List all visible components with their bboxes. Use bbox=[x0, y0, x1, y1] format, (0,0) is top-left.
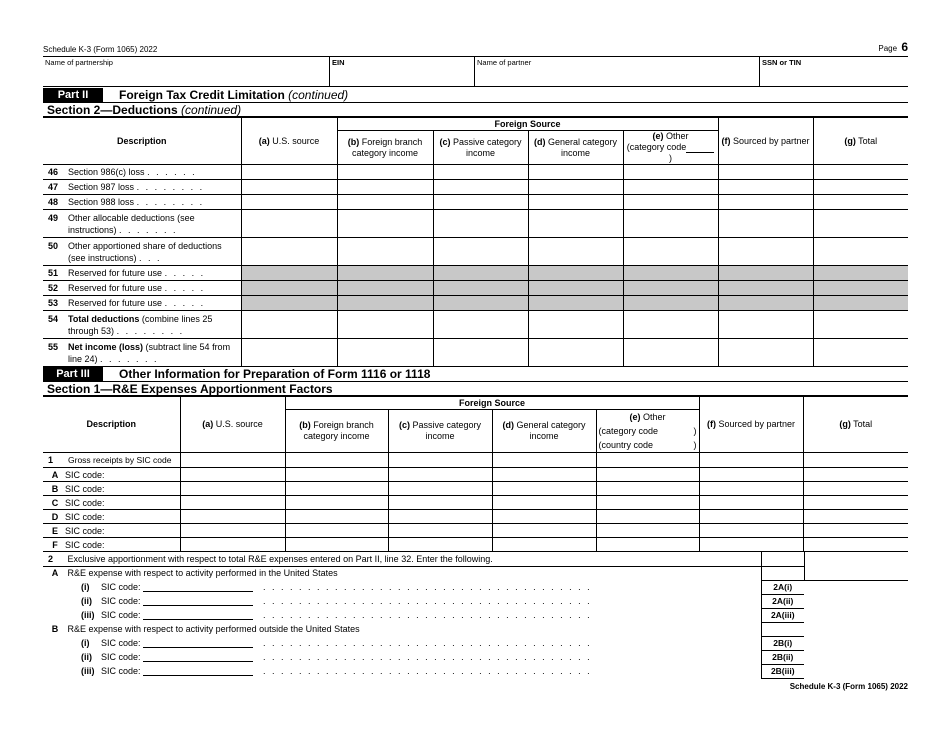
amount-cell[interactable] bbox=[528, 180, 623, 195]
amount-cell[interactable] bbox=[718, 165, 813, 180]
amount-cell[interactable] bbox=[492, 538, 596, 552]
line1-desc: 1 Gross receipts by SIC code bbox=[43, 453, 180, 468]
amount-cell[interactable] bbox=[699, 482, 803, 496]
amount-cell[interactable] bbox=[803, 524, 908, 538]
sub-line-row bbox=[43, 636, 908, 650]
sic-description[interactable]: B SIC code: bbox=[43, 482, 180, 496]
sic-description[interactable]: A SIC code: bbox=[43, 468, 180, 482]
amount-cell[interactable] bbox=[596, 510, 699, 524]
cell[interactable] bbox=[180, 453, 285, 468]
col3-g: (g) Total bbox=[803, 397, 908, 453]
amount-cell bbox=[433, 296, 528, 311]
amount-cell[interactable] bbox=[433, 210, 528, 238]
row-description: 53 Reserved for future use . . . . . bbox=[43, 296, 241, 311]
amount-cell[interactable] bbox=[337, 238, 433, 266]
sic-row bbox=[43, 468, 908, 482]
amount-cell[interactable] bbox=[433, 195, 528, 210]
part3-label: Part III bbox=[43, 367, 103, 381]
deduction-row bbox=[43, 281, 908, 296]
partner-name-field[interactable]: Name of partner bbox=[475, 57, 760, 86]
sic-code-input[interactable] bbox=[143, 667, 253, 676]
col-c: (c) Passive category income bbox=[433, 131, 528, 165]
amount-cell[interactable] bbox=[388, 482, 492, 496]
amount-cell bbox=[337, 266, 433, 281]
amount-cell bbox=[813, 266, 908, 281]
amount-cell bbox=[337, 296, 433, 311]
amount-cell bbox=[813, 296, 908, 311]
amount-cell[interactable] bbox=[337, 165, 433, 180]
amount-cell bbox=[528, 296, 623, 311]
amount-cell[interactable] bbox=[803, 496, 908, 510]
amount-cell[interactable] bbox=[337, 210, 433, 238]
spacer bbox=[761, 552, 804, 566]
amount-cell bbox=[528, 266, 623, 281]
amount-cell[interactable] bbox=[337, 311, 433, 339]
amount-cell[interactable] bbox=[528, 311, 623, 339]
part3-header bbox=[43, 367, 908, 382]
sic-row bbox=[43, 538, 908, 552]
amount-cell[interactable] bbox=[388, 538, 492, 552]
amount-cell[interactable] bbox=[180, 482, 285, 496]
sub-line-desc: (i) SIC code: . . . . . . . . . . . . . . . . . . . . . . . . . . . . . . . . . . . . . bbox=[81, 638, 592, 648]
sub-line-row bbox=[43, 608, 908, 622]
amount-cell bbox=[241, 296, 337, 311]
cell[interactable] bbox=[699, 453, 803, 468]
amount-cell[interactable] bbox=[337, 339, 433, 367]
amount-cell[interactable] bbox=[718, 210, 813, 238]
part2-section-title: Section 2—Deductions (continued) bbox=[43, 103, 908, 117]
sic-code-input[interactable] bbox=[143, 639, 253, 648]
amount-cell[interactable] bbox=[718, 195, 813, 210]
amount-cell[interactable] bbox=[813, 311, 908, 339]
sub-line-desc: (iii) SIC code: . . . . . . . . . . . . . . . . . . . . . . . . . . . . . . . . . . . . . bbox=[81, 666, 592, 676]
amount-cell[interactable] bbox=[241, 311, 337, 339]
page-header bbox=[43, 40, 908, 56]
row-description: 52 Reserved for future use . . . . . bbox=[43, 281, 241, 296]
amount-cell[interactable] bbox=[241, 210, 337, 238]
amount-cell[interactable] bbox=[492, 524, 596, 538]
sic-code-input[interactable] bbox=[143, 597, 253, 606]
amount-cell[interactable] bbox=[492, 510, 596, 524]
amount-cell[interactable] bbox=[388, 496, 492, 510]
deduction-row bbox=[43, 296, 908, 311]
amount-cell[interactable] bbox=[180, 496, 285, 510]
line-ref: 2B(iii) bbox=[761, 664, 804, 678]
col-e: (e) Other (category code) bbox=[623, 131, 718, 165]
amount-cell[interactable] bbox=[528, 165, 623, 180]
footer-form-name: Schedule K-3 (Form 1065) 2022 bbox=[789, 681, 908, 691]
sub-line-row bbox=[43, 580, 908, 594]
sic-description[interactable]: E SIC code: bbox=[43, 524, 180, 538]
cell[interactable] bbox=[803, 453, 908, 468]
amount-cell[interactable] bbox=[337, 195, 433, 210]
amount-cell[interactable] bbox=[803, 468, 908, 482]
amount-cell[interactable] bbox=[433, 238, 528, 266]
amount-cell bbox=[433, 281, 528, 296]
sub-line-desc: (ii) SIC code: . . . . . . . . . . . . . . . . . . . . . . . . . . . . . . . . . . . . . bbox=[81, 596, 592, 606]
amount-cell[interactable] bbox=[596, 496, 699, 510]
ein-field[interactable]: EIN bbox=[330, 57, 475, 86]
spacer bbox=[761, 622, 804, 636]
line-ref: 2A(ii) bbox=[761, 594, 804, 608]
deduction-row bbox=[43, 238, 908, 266]
col-description: Description bbox=[43, 118, 241, 165]
sic-row bbox=[43, 482, 908, 496]
amount-cell[interactable] bbox=[623, 165, 718, 180]
col3-f: (f) Sourced by partner bbox=[699, 397, 803, 453]
rnd-exclusive-table bbox=[43, 552, 908, 679]
part2-label: Part II bbox=[43, 88, 103, 102]
amount-cell[interactable] bbox=[528, 339, 623, 367]
amount-cell[interactable] bbox=[596, 524, 699, 538]
part2-header bbox=[43, 88, 908, 103]
amount-cell bbox=[433, 266, 528, 281]
col-foreign-source: Foreign Source bbox=[337, 118, 718, 131]
amount-cell[interactable] bbox=[813, 195, 908, 210]
amount-cell[interactable] bbox=[241, 339, 337, 367]
rnd-table bbox=[43, 396, 908, 552]
identity-row bbox=[43, 56, 908, 87]
sic-code-input[interactable] bbox=[143, 611, 253, 620]
amount-cell bbox=[718, 296, 813, 311]
amount-cell[interactable] bbox=[699, 510, 803, 524]
amount-cell[interactable] bbox=[492, 468, 596, 482]
amount-cell[interactable] bbox=[813, 238, 908, 266]
amount-cell[interactable] bbox=[623, 180, 718, 195]
amount-cell[interactable] bbox=[699, 538, 803, 552]
col-b: (b) Foreign branch category income bbox=[337, 131, 433, 165]
col3-c: (c) Passive category income bbox=[388, 410, 492, 453]
partnership-name-field[interactable]: Name of partnership bbox=[43, 57, 330, 86]
col-a: (a) U.S. source bbox=[241, 118, 337, 165]
sub-line-row bbox=[43, 594, 908, 608]
amount-cell[interactable] bbox=[718, 311, 813, 339]
amount-cell[interactable] bbox=[623, 210, 718, 238]
amount-cell[interactable] bbox=[623, 339, 718, 367]
sic-description[interactable]: F SIC code: bbox=[43, 538, 180, 552]
line-ref: 2B(ii) bbox=[761, 650, 804, 664]
part3-title: Other Information for Preparation of Form 1116 or 1118 bbox=[119, 367, 431, 381]
amount-cell[interactable] bbox=[803, 510, 908, 524]
cell[interactable] bbox=[492, 453, 596, 468]
amount-cell[interactable] bbox=[180, 510, 285, 524]
sic-row bbox=[43, 496, 908, 510]
col-g: (g) Total bbox=[813, 118, 908, 165]
sub-line-desc: (i) SIC code: . . . . . . . . . . . . . . . . . . . . . . . . . . . . . . . . . . . . . bbox=[81, 582, 592, 592]
col3-b: (b) Foreign branch category income bbox=[285, 410, 388, 453]
row-description: 54 Total deductions (combine lines 25 through 53) . . . . . . . . bbox=[43, 311, 241, 339]
sic-code-input[interactable] bbox=[143, 653, 253, 662]
amount-cell[interactable] bbox=[285, 538, 388, 552]
amount-cell[interactable] bbox=[528, 210, 623, 238]
deduction-row bbox=[43, 195, 908, 210]
row-description: 46 Section 986(c) loss . . . . . . bbox=[43, 165, 241, 180]
amount-cell[interactable] bbox=[528, 195, 623, 210]
col3-a: (a) U.S. source bbox=[180, 397, 285, 453]
form-name: Schedule K-3 (Form 1065) 2022 bbox=[43, 45, 158, 54]
amount-cell[interactable] bbox=[285, 482, 388, 496]
row-description: 51 Reserved for future use . . . . . bbox=[43, 266, 241, 281]
amount-cell[interactable] bbox=[699, 468, 803, 482]
amount-cell bbox=[718, 281, 813, 296]
sic-row bbox=[43, 524, 908, 538]
amount-cell[interactable] bbox=[180, 468, 285, 482]
spacer bbox=[761, 566, 804, 580]
amount-cell bbox=[718, 266, 813, 281]
amount-cell[interactable] bbox=[433, 311, 528, 339]
amount-cell[interactable] bbox=[241, 180, 337, 195]
amount-cell[interactable] bbox=[388, 510, 492, 524]
col-f: (f) Sourced by partner bbox=[718, 118, 813, 165]
cell[interactable] bbox=[285, 453, 388, 468]
line2a-desc: A R&E expense with respect to activity performed in the United States bbox=[51, 568, 338, 579]
part3-section-title: Section 1—R&E Expenses Apportionment Factors bbox=[43, 382, 908, 396]
col3-description: Description bbox=[43, 397, 180, 453]
line-ref: 2A(iii) bbox=[761, 608, 804, 622]
amount-cell bbox=[241, 266, 337, 281]
amount-cell[interactable] bbox=[285, 496, 388, 510]
col-d: (d) General category income bbox=[528, 131, 623, 165]
amount-cell[interactable] bbox=[285, 510, 388, 524]
amount-cell[interactable] bbox=[241, 195, 337, 210]
amount-cell[interactable] bbox=[803, 482, 908, 496]
amount-cell[interactable] bbox=[241, 238, 337, 266]
amount-cell bbox=[337, 281, 433, 296]
amount-cell[interactable] bbox=[492, 496, 596, 510]
amount-cell[interactable] bbox=[699, 524, 803, 538]
deductions-table bbox=[43, 117, 908, 367]
amount-cell[interactable] bbox=[180, 538, 285, 552]
amount-cell[interactable] bbox=[699, 496, 803, 510]
amount-cell[interactable] bbox=[285, 468, 388, 482]
sic-row bbox=[43, 510, 908, 524]
amount-cell[interactable] bbox=[813, 165, 908, 180]
amount-cell bbox=[813, 281, 908, 296]
amount-cell[interactable] bbox=[241, 165, 337, 180]
row-description: 48 Section 988 loss . . . . . . . . bbox=[43, 195, 241, 210]
deduction-row bbox=[43, 339, 908, 367]
amount-cell bbox=[623, 296, 718, 311]
deduction-row bbox=[43, 266, 908, 281]
amount-cell[interactable] bbox=[813, 180, 908, 195]
amount-cell[interactable] bbox=[596, 538, 699, 552]
row-description: 55 Net income (loss) (subtract line 54 from line 24) . . . . . . . bbox=[43, 339, 241, 367]
amount-cell[interactable] bbox=[528, 238, 623, 266]
amount-cell[interactable] bbox=[718, 238, 813, 266]
amount-cell bbox=[528, 281, 623, 296]
amount-cell[interactable] bbox=[388, 524, 492, 538]
amount-cell[interactable] bbox=[180, 524, 285, 538]
line2-desc: 2 Exclusive apportionment with respect to total R&E expenses entered on Part II, line 32. Enter the following. bbox=[43, 552, 761, 566]
sub-line-desc: (ii) SIC code: . . . . . . . . . . . . . . . . . . . . . . . . . . . . . . . . . . . . . bbox=[81, 652, 592, 662]
amount-cell[interactable] bbox=[623, 238, 718, 266]
deduction-row bbox=[43, 210, 908, 238]
amount-cell[interactable] bbox=[337, 180, 433, 195]
sub-line-row bbox=[43, 664, 908, 678]
cell[interactable] bbox=[596, 453, 699, 468]
amount-cell[interactable] bbox=[388, 468, 492, 482]
amount-cell[interactable] bbox=[623, 195, 718, 210]
row-description: 47 Section 987 loss . . . . . . . . bbox=[43, 180, 241, 195]
amount-cell[interactable] bbox=[285, 524, 388, 538]
col3-d: (d) General category income bbox=[492, 410, 596, 453]
page-number: Page 6 bbox=[878, 40, 908, 54]
amount-cell[interactable] bbox=[718, 180, 813, 195]
amount-cell[interactable] bbox=[492, 482, 596, 496]
amount-cell[interactable] bbox=[433, 165, 528, 180]
sic-code-input[interactable] bbox=[143, 583, 253, 592]
amount-cell bbox=[241, 281, 337, 296]
col3-foreign-source: Foreign Source bbox=[285, 397, 699, 410]
amount-cell[interactable] bbox=[596, 468, 699, 482]
amount-cell[interactable] bbox=[803, 538, 908, 552]
part2-title: Foreign Tax Credit Limitation (continued) bbox=[119, 88, 349, 102]
ssn-field[interactable]: SSN or TIN bbox=[762, 58, 802, 67]
deduction-row bbox=[43, 165, 908, 180]
amount-cell[interactable] bbox=[596, 482, 699, 496]
sub-line-desc: (iii) SIC code: . . . . . . . . . . . . . . . . . . . . . . . . . . . . . . . . . . . . . bbox=[81, 610, 592, 620]
amount-cell[interactable] bbox=[813, 210, 908, 238]
amount-cell[interactable] bbox=[623, 311, 718, 339]
amount-cell[interactable] bbox=[433, 180, 528, 195]
deduction-row bbox=[43, 311, 908, 339]
amount-cell bbox=[623, 281, 718, 296]
line-ref: 2B(i) bbox=[761, 636, 804, 650]
amount-cell[interactable] bbox=[433, 339, 528, 367]
cell[interactable] bbox=[388, 453, 492, 468]
sic-description[interactable]: C SIC code: bbox=[43, 496, 180, 510]
line-ref: 2A(i) bbox=[761, 580, 804, 594]
deduction-row bbox=[43, 180, 908, 195]
amount-cell[interactable] bbox=[718, 339, 813, 367]
form-page bbox=[43, 40, 908, 691]
row-description: 49 Other allocable deductions (see instructions) . . . . . . . bbox=[43, 210, 241, 238]
amount-column[interactable] bbox=[804, 552, 908, 580]
col3-e: (e) Other (category code ) (country code ) bbox=[596, 410, 699, 453]
sic-description[interactable]: D SIC code: bbox=[43, 510, 180, 524]
amount-cell bbox=[623, 266, 718, 281]
row-description: 50 Other apportioned share of deductions (see instructions) . . . bbox=[43, 238, 241, 266]
sub-line-row bbox=[43, 650, 908, 664]
line2b-desc: B R&E expense with respect to activity performed outside the United States bbox=[51, 624, 360, 634]
amount-cell[interactable] bbox=[813, 339, 908, 367]
